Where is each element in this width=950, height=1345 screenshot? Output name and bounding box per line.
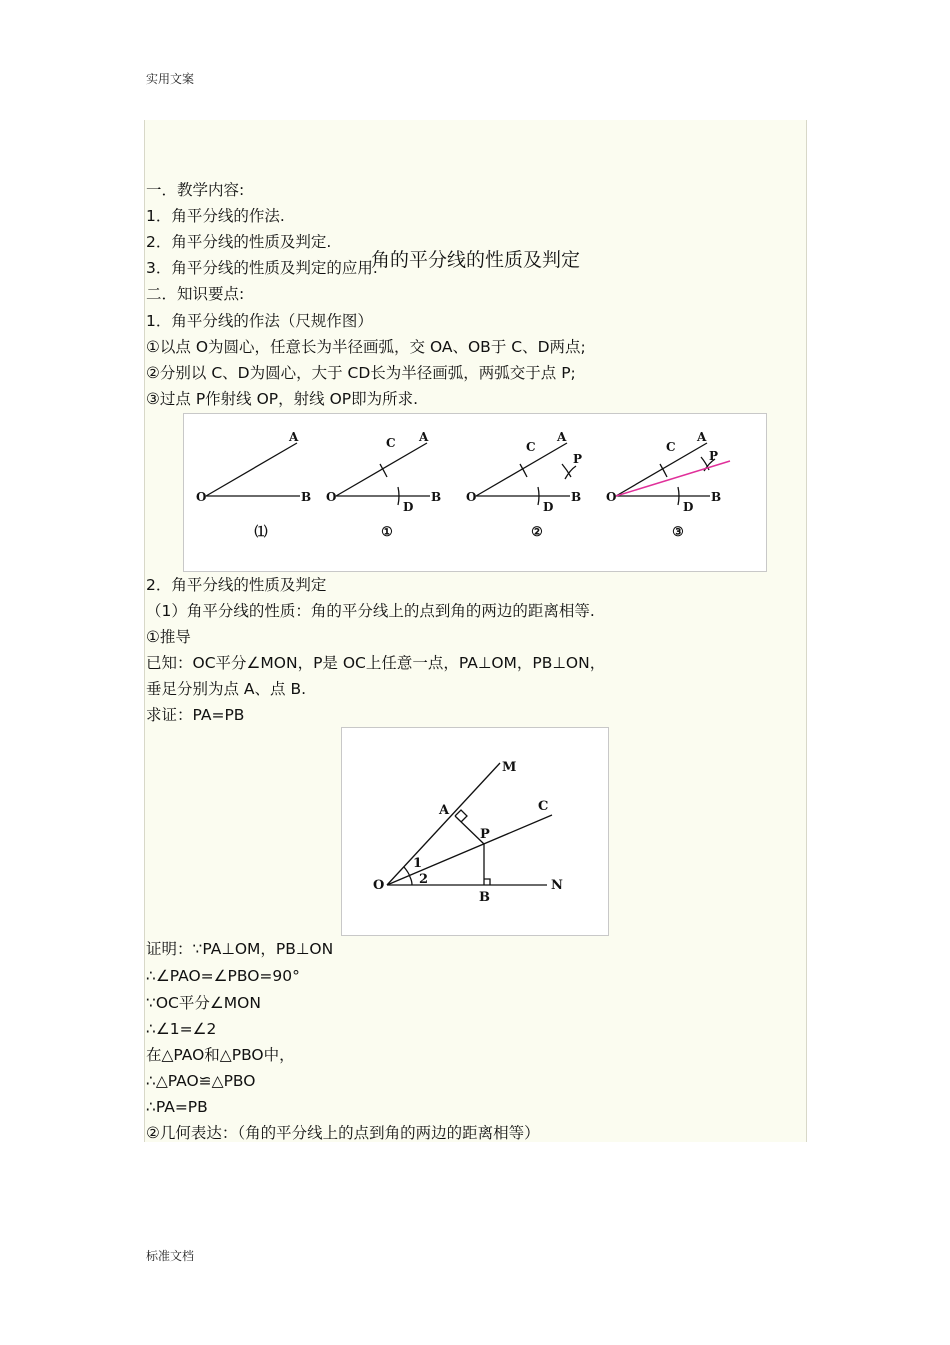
subheading-construction: 1．角平分线的作法（尺规作图） (146, 312, 373, 330)
step-label-3: ③ (672, 525, 684, 540)
property-statement: （1）角平分线的性质：角的平分线上的点到角的两边的距离相等. (146, 602, 595, 620)
step-label-0: ⑴ (254, 525, 268, 540)
label-C: C (526, 440, 536, 454)
page-footer: 标准文档 (146, 1249, 195, 1263)
label-B: B (479, 890, 490, 905)
label-A: A (557, 430, 567, 444)
section-heading-content: 一．教学内容: (146, 181, 245, 199)
list-item: 2．角平分线的性质及判定. (146, 233, 332, 251)
label-B: B (571, 490, 582, 504)
subheading-property: 2．角平分线的性质及判定 (146, 576, 327, 594)
label-O: O (373, 878, 385, 893)
step-label-1: ① (381, 525, 393, 540)
label-P: P (709, 449, 719, 463)
label-A: A (289, 430, 299, 444)
construction-step-3: ③过点 P作射线 OP，射线 OP即为所求. (146, 390, 419, 408)
label-C: C (666, 440, 676, 454)
proof-line: 证明：∵PA⊥OM，PB⊥ON (146, 940, 334, 958)
angle-1-label: 1 (413, 856, 423, 871)
label-D: D (683, 500, 694, 514)
list-item: 3．角平分线的性质及判定的应用. (146, 259, 378, 277)
label-A: A (439, 803, 450, 818)
label-C: C (386, 436, 396, 450)
given-line-2: 垂足分别为点 A、点 B. (146, 680, 307, 698)
prove-line: 求证：PA=PB (146, 706, 245, 724)
proof-line: ∵OC平分∠MON (146, 994, 261, 1012)
geometric-expression: ②几何表达：（角的平分线上的点到角的两边的距离相等） (146, 1124, 540, 1142)
proof-line: 在△PAO和△PBO中， (146, 1046, 295, 1064)
given-line-1: 已知：OC平分∠MON，P是 OC上任意一点，PA⊥OM，PB⊥ON， (146, 654, 606, 672)
label-A: A (419, 430, 429, 444)
label-C: C (538, 799, 549, 814)
label-P: P (480, 827, 490, 842)
label-B: B (431, 490, 442, 504)
proof-line: ∴∠PAO=∠PBO=90° (146, 967, 300, 985)
section-heading-points: 二．知识要点: (146, 285, 245, 303)
list-item: 1．角平分线的作法. (146, 207, 285, 225)
page-title: 角的平分线的性质及判定 (370, 249, 580, 271)
label-O: O (196, 490, 207, 504)
label-P: P (573, 452, 583, 466)
label-A: A (697, 430, 707, 444)
label-D: D (543, 500, 554, 514)
label-B: B (711, 490, 722, 504)
angle-2-label: 2 (419, 872, 429, 887)
page-header: 实用文案 (146, 72, 195, 86)
construction-step-1: ①以点 O为圆心，任意长为半径画弧，交 OA、OB于 C、D两点; (146, 338, 586, 356)
construction-figure (183, 413, 767, 572)
label-M: M (502, 760, 517, 775)
construction-step-2: ②分别以 C、D为圆心，大于 CD长为半径画弧，两弧交于点 P; (146, 364, 576, 382)
label-B: B (301, 490, 312, 504)
derivation-heading: ①推导 (146, 628, 191, 646)
label-N: N (551, 878, 563, 893)
label-O: O (466, 490, 477, 504)
label-D: D (403, 500, 414, 514)
step-label-2: ② (531, 525, 543, 540)
proof-line: ∴△PAO≌△PBO (146, 1072, 256, 1090)
proof-line: ∴PA=PB (146, 1098, 208, 1116)
label-O: O (606, 490, 617, 504)
proof-figure (341, 727, 609, 936)
label-O: O (326, 490, 337, 504)
proof-line: ∴∠1=∠2 (146, 1020, 217, 1038)
